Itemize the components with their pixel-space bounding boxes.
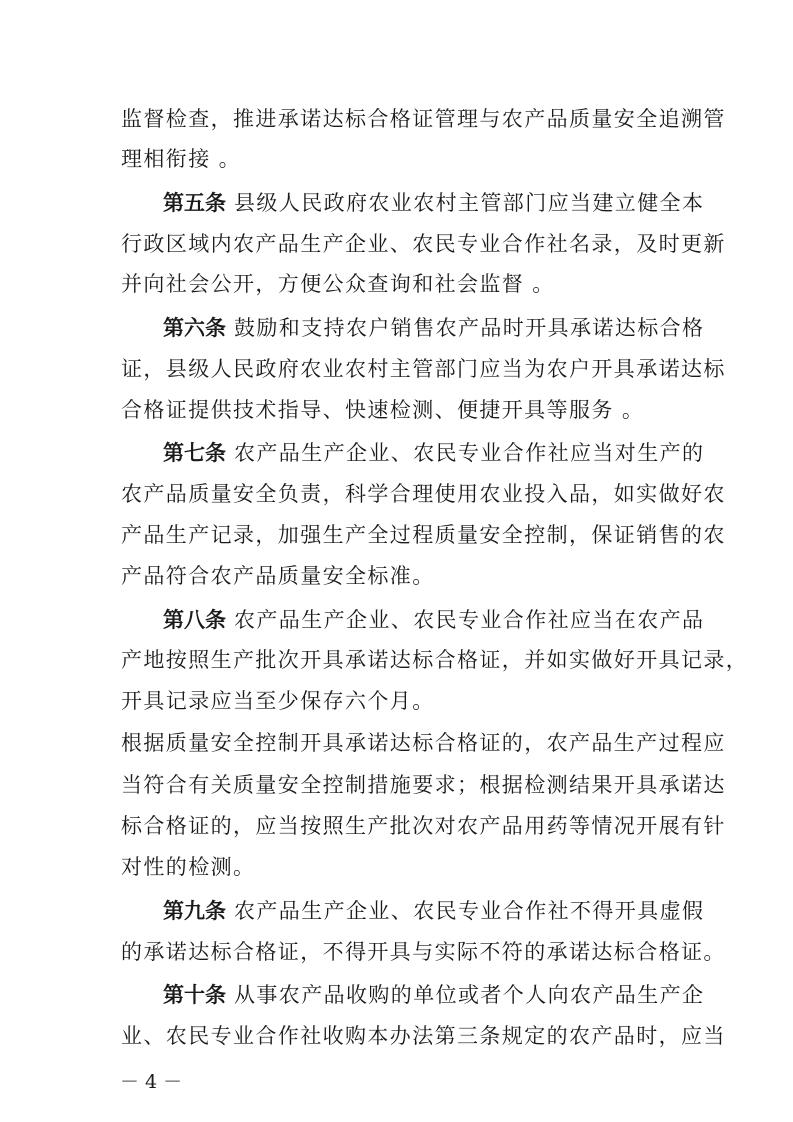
text-line: 根据质量安全控制开具承诺达标合格证的，农产品生产过程应 <box>121 731 726 755</box>
article-10-first-line <box>163 981 721 1009</box>
article-8-text: 农产品生产企业、农民专业合作社应当在农产品 <box>234 608 705 632</box>
article-5-first-line <box>163 189 721 217</box>
text-line: 产品符合农产品质量安全标准。 <box>121 564 435 588</box>
article-6-heading: 第六条 <box>163 316 226 340</box>
article-6-first-line <box>163 314 721 342</box>
article-9-heading: 第九条 <box>163 899 226 923</box>
article-7-first-line <box>163 439 721 467</box>
text-line: 合格证提供技术指导、快速检测、便捷开具等服务 。 <box>121 398 645 422</box>
article-10-heading: 第十条 <box>163 983 226 1007</box>
article-8-first-line <box>163 606 721 634</box>
text-line: 并向社会公开，方便公众查询和社会监督 。 <box>121 272 555 296</box>
article-7-text: 农产品生产企业、农民专业合作社应当对生产的 <box>234 441 705 465</box>
article-10-text: 从事农产品收购的单位或者个人向农产品生产企 <box>234 983 705 1007</box>
text-line: 开具记录应当至少保存六个月。 <box>121 689 435 713</box>
text-line: 行政区域内农产品生产企业、农民专业合作社名录，及时更新 <box>121 232 726 256</box>
text-line: 理相衔接 。 <box>121 147 242 171</box>
text-line: 产品生产记录，加强生产全过程质量安全控制，保证销售的农 <box>121 523 726 547</box>
text-line: 农产品质量安全负责，科学合理使用农业投入品，如实做好农 <box>121 482 726 506</box>
text-line: 证，县级人民政府农业农村主管部门应当为农户开具承诺达标 <box>121 357 726 381</box>
text-line: 对性的检测。 <box>121 855 256 879</box>
text-line: 当符合有关质量安全控制措施要求；根据检测结果开具承诺达 <box>121 773 726 797</box>
text-line: 产地按照生产批次开具承诺达标合格证，并如实做好开具记录， <box>121 648 749 672</box>
text-line: 监督检查，推进承诺达标合格证管理与农产品质量安全追溯管 <box>121 107 726 131</box>
article-7-heading: 第七条 <box>163 441 226 465</box>
article-8-heading: 第八条 <box>163 608 226 632</box>
article-9-first-line <box>163 897 721 925</box>
page-number: － 4 － <box>120 1071 183 1093</box>
article-5-heading: 第五条 <box>163 191 226 215</box>
text-line: 业、农民专业合作社收购本办法第三条规定的农产品时，应当 <box>121 1024 726 1048</box>
text-line: 的承诺达标合格证，不得开具与实际不符的承诺达标合格证。 <box>121 940 726 964</box>
article-9-text: 农产品生产企业、农民专业合作社不得开具虚假 <box>234 899 705 923</box>
article-6-text: 鼓励和支持农户销售农产品时开具承诺达标合格 <box>234 316 705 340</box>
text-line: 标合格证的，应当按照生产批次对农产品用药等情况开展有针 <box>121 814 726 838</box>
article-5-text: 县级人民政府农业农村主管部门应当建立健全本 <box>234 191 705 215</box>
